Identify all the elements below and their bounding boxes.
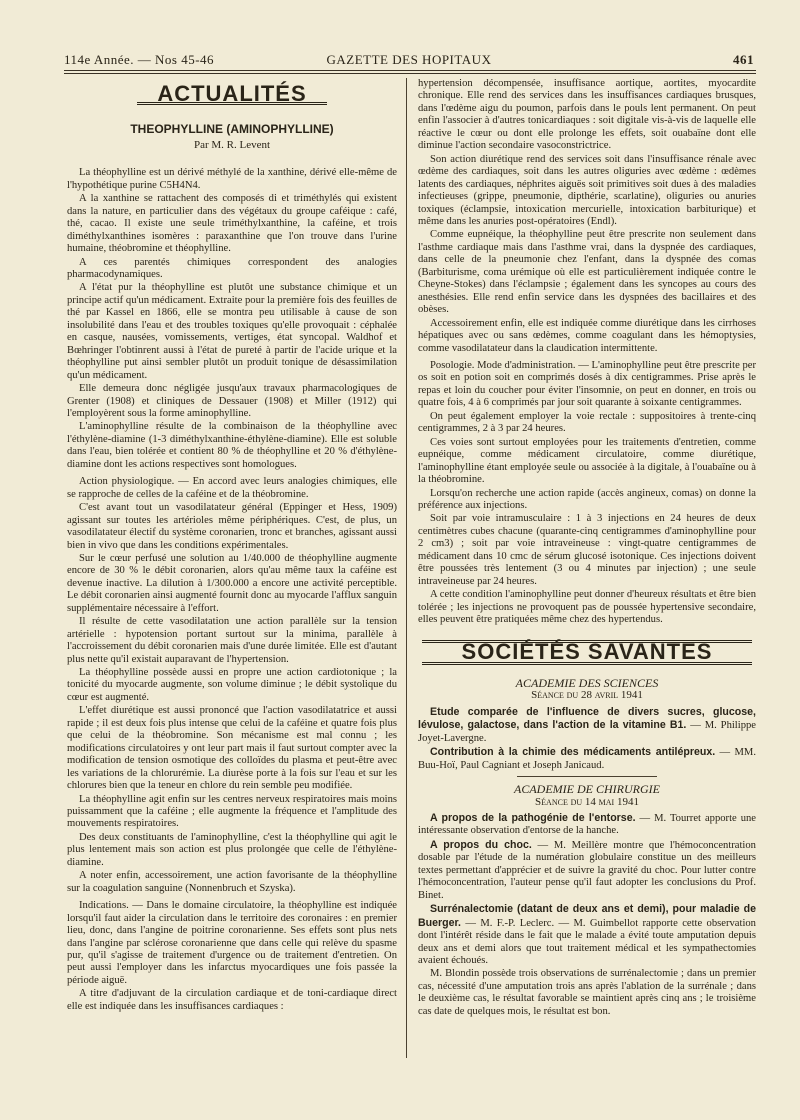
left-column — [67, 82, 397, 1014]
paragraph: A cette condition l'aminophylline peut donner d'heureux résultats et être bien tolérée ; les injections ne provoquent pas de poussée hypertensive secondaire, elles peuvent être pratiquées même chez des hypertendus. — [418, 589, 756, 626]
issue-label: 114e Année. — Nos 45-46 — [64, 52, 215, 67]
right-column — [418, 78, 756, 1019]
paragraph: C'est avant tout un vasodilatateur général (Eppinger et Hess, 1909) agissant sur toutes les artérioles même périphériques. C'est, de plus, un vasodilatateur électif du système coronarien, tronc et branches, agissant aussi bien in vivo que dans les conditions expérimentales. — [67, 502, 397, 551]
paragraph: L'effet diurétique est aussi prononcé que l'action vasodilatatrice et aussi rapide ; il est deux fois plus intense que celui de la caféine et quatre fois plus que celui de la théobromine. Son mécanisme est mal connu ; les modifications circulatoires y ont leur part mais il faut surtout compter avec la modification de tension osmotique des colloïdes du plasma et peut-être avec les variations de la chlorurémie. La diurèse porte à la fois sur l'eau et sur les chlorures bien que la teneur en chlore du rein semble peu modifiée. — [67, 705, 397, 792]
communication-title: Etude comparée de l'influence de divers sucres, glucose, lévulose, galactose, dans l'action de la vitamine B1. — [418, 705, 756, 732]
paragraph: Accessoirement enfin, elle est indiquée comme diurétique dans les cirrhoses hépatiques avec ou sans œdèmes, comme coagulant dans les hémoptysies, comme vasodilatateur dans la claudication intermittente. — [418, 317, 756, 354]
separator — [517, 776, 657, 777]
communication-title: A propos de la pathogénie de l'entorse. — [430, 812, 636, 825]
article-author: Par M. R. Levent — [193, 138, 271, 151]
communication — [418, 746, 756, 772]
journal-title: GAZETTE DES HOPITAUX — [326, 52, 492, 67]
paragraph: Indications. — Dans le domaine circulatoire, la théophylline est indiquée lorsqu'il faut aider la circulation dans le territoire des coronaires : en premier lieu, donc, dans l'angine de poitrine coronarienne. Ses effets sont plus nets dans l'angine par sclérose coronarienne que dans celle qui relève du spasme pur, qu'il s'agisse de traitement d'urgence ou de traitement d'entretien. On peut aussi l'employer dans les infarctus myocardiques une fois passée la période aiguë. — [67, 900, 397, 986]
paragraph: Des deux constituants de l'aminophylline, c'est la théophylline qui agit le plus lentement mais son action est plus prolongée que celle de l'éthylène-diamine. — [67, 831, 397, 868]
paragraph: A titre d'adjuvant de la circulation cardiaque et de toni-cardiaque direct elle est indiquée dans les insuffisances cardiaques : — [67, 988, 397, 1012]
article-title: THEOPHYLLINE (AMINOPHYLLINE) — [130, 122, 334, 137]
header-rule-2 — [64, 73, 756, 74]
paragraph: Action physiologique. — En accord avec leurs analogies chimiques, elle se rapproche de celles de la caféine et de la théobromine. — [67, 476, 397, 500]
communication-text: — M. F.-P. Leclerc. — M. Guimbellot rapporte cette observation dont l'intérêt réside dans le fait que le malade a évité toute amputation depuis deux ans et demi alors que tout traitement médical et les sympathectomies avaient échoués. — [418, 917, 756, 966]
paragraph: La théophylline est un dérivé méthylé de la xanthine, dérivé elle-même de l'hypothétique purine C5H4N4. — [67, 167, 397, 191]
paragraph: A la xanthine se rattachent des composés di et triméthylés qui existent dans la nature, en particulier dans des végétaux du groupe caféique : café, thé, cacao. Il existe une seule triméthylxanthine, la caféine, et trois diméthylxanthines isomères : paraxanthine que l'on trouve dans l'urine humaine, théobromine et théophylline. — [67, 193, 397, 255]
communication-text: — M. Tourret apporte une intéressante observation d'entorse de la hanche. — [418, 813, 756, 837]
paragraph: A l'état pur la théophylline est plutôt une substance chimique et un principe actif qu'un médicament. Extraite pour la première fois des feuilles de thé par Kassel en 1866, elle se montra peu utilisable à cause de son insolubilité dans l'eau et des troubles toxiques qu'elle provoquait : céphalée en casque, nausées, vomissements, vertiges, état syncopal. Waldhof et Bœhringer l'obtinrent aussi à l'état de pureté à partir de l'acide urique et la théophylline put ainsi sembler plutôt un produit tonique de désassimilation qu'un médicament. — [67, 282, 397, 381]
paragraph: Sur le cœur perfusé une solution au 1/40.000 de théophylline augmente encore de 30 % le débit coronarien, alors qu'au même taux la caféine est devenue inactive. La dilution à 1/300.000 a encore une activité perceptible. Le débit coronarien ainsi augmenté fournit donc au myocarde l'afflux sanguin supplémentaire nécessaire à l'effort. — [67, 552, 397, 614]
communication — [418, 812, 756, 838]
paragraph: L'aminophylline résulte de la combinaison de la théophylline avec l'éthylène-diamine (1-3 diméthylxanthine-éthylène-diamine). Elle est soluble dans l'eau, bien tolérée et contient 80 % de théophylline et 20 % d'éthylène-diamine dont les actions respectives sont homologues. — [67, 421, 397, 470]
communication-title: A propos du choc. — [430, 838, 532, 851]
communication-title: Contribution à la chimie des médicaments antilépreux. — [430, 746, 716, 759]
communication-title: Surrénalectomie (datant de deux ans et demi), pour maladie de Buerger. — [418, 903, 756, 929]
communication-text: — M. Meillère montre que l'hémoconcentration dosable par l'étude de la numération globulaire constitue un des meilleurs textes permettant d'apprécier et de suivre la gravité du choc. Pour lutter contre l'hémoconcentration, l'auteur pense qu'il faut adopter les conclusions du Prof. Binet. — [418, 839, 756, 901]
paragraph: A noter enfin, accessoirement, une action favorisante de la théophylline sur la coagulation sanguine (Nonnenbruch et Szyska). — [67, 870, 397, 894]
section-heading-actualites: ACTUALITÉS — [137, 82, 327, 105]
session-date: Séance du 14 mai 1941 — [535, 795, 639, 808]
paragraph: Soit par voie intramusculaire : 1 à 3 injections en 24 heures de deux centimètres cubes chacune (quarante-cinq centigrammes d'aminophylline pour 2 cm3) ; soit par voie intraveineuse : vingt-quatre centigrammes de médicament dans 10 cmc de sérum glucosé isotonique. Ces injections doivent être poussées très lentement (3 ou 4 minutes par injection) ; une seule intraveineuse par 24 heures. — [418, 513, 756, 587]
paragraph: hypertension décompensée, insuffisance aortique, aortites, myocardite chronique. Elle rend des services dans les insuffisances cardiaques brusques, dans l'œdème aigu du poumon, parfois dans le pouls lent permanent. On peut enfin l'associer à d'autres tonicardiaques : soit digitale vis-à-vis de laquelle elle réactive le cœur ou dont elle prolonge les effets, soit ouabaïne dont elle diminue l'action secondaire vasoconstrictrice. — [418, 78, 756, 152]
communication — [418, 839, 756, 902]
paragraph: Comme eupnéique, la théophylline peut être prescrite non seulement dans l'asthme cardiaque mais dans l'asthme vrai, dans la dyspnée des cardiaques, dans celle de la pneumonie chez l'enfant, dans la dyspnée des comas (Barbiturisme, coma urémique où elle est particulièrement indiquée contre le Cheyne-Stokes) dans l'éclampsie ; également dans les syncopes au cours des anesthésies. Elle rend enfin service dans les dyspnées des bacillaires et des obèses. — [418, 229, 756, 316]
paragraph: On peut également employer la voie rectale : suppositoires à trente-cinq centigrammes, 2 à 3 par 24 heures. — [418, 410, 756, 435]
communication — [418, 903, 756, 967]
paragraph: Lorsqu'on recherche une action rapide (accès angineux, comas) on donne la préférence aux injections. — [418, 487, 756, 511]
header-rule — [64, 70, 756, 71]
paragraph: La théophylline agit enfin sur les centres nerveux respiratoires mais moins puissamment que la caféine ; elle augmente la fréquence et l'amplitude des mouvements respiratoires. — [67, 793, 397, 830]
column-divider — [406, 78, 407, 1058]
academy-heading: ACADEMIE DES SCIENCES — [515, 675, 659, 690]
paragraph: A ces parentés chimiques correspondent des analogies pharmacodynamiques. — [67, 256, 397, 280]
section-heading-societes: SOCIÉTÉS SAVANTES — [422, 640, 752, 664]
paragraph: La théophylline possède aussi en propre une action cardiotonique ; la tonicité du myocarde augmente, son volume diminue ; le débit systolique du cœur est augmenté. — [67, 667, 397, 703]
paragraph: Ces voies sont surtout employées pour les traitements d'entretien, comme eupnéique, comme médicament circulatoire, comme diurétique, l'aminophylline étant employée seule ou associée à la digitale, à l'ouabaïne ou à la théobromine. — [418, 436, 756, 486]
paragraph: Il résulte de cette vasodilatation une action parallèle sur la tension artérielle : hypotension portant surtout sur la minima, parallèle à l'accroissement du débit coronarien mais d'une durée limitée. Elle est d'autant plus nette qu'il existait auparavant de l'hypertension. — [67, 616, 397, 665]
communication — [418, 706, 756, 745]
communication-authors: — MM. Buu-Hoï, Paul Cagniant et Joseph Janicaud. — [418, 747, 756, 771]
paragraph: Elle demeura donc négligée jusqu'aux travaux pharmacologiques de Grenter (1908) et cliniques de Dessauer (1908) et Miller (1912) qui l'employèrent sous la forme aminophylline. — [67, 383, 397, 419]
page-number: 461 — [733, 52, 754, 67]
paragraph: Son action diurétique rend des services soit dans l'insuffisance rénale avec œdème des cardiaques, soit dans les autres oliguries avec œdème : œdèmes latents des cardiaques, néphrites aiguës soit primitives soit dues à des maladies infectieuses (grippe, pneumonie, dipthérie, scarlatine), oliguries ou anuries toxiques (éclampsie, intoxication mercurielle, intoxication barbiturique) et même dans les anuries post-opératoires (Endl). — [418, 153, 756, 227]
session-date: Séance du 28 avril 1941 — [531, 689, 643, 702]
paragraph: M. Blondin possède trois observations de surrénalectomie ; dans un premier cas, nécessité d'une amputation trois ans après l'ablation de la surrénale ; dans le deuxième cas, le résultat favorable se maintient après cinq ans ; le troisième cas date de quelques mois, le résultat est bon. — [418, 968, 756, 1017]
academy-heading: ACADEMIE DE CHIRURGIE — [514, 782, 660, 797]
paragraph: Posologie. Mode d'administration. — L'aminophylline peut être prescrite per os soit en potion soit en comprimés dosés à dix centigrammes. Prise après le repas et loin du coucher pour éviter l'insomnie, on peut en donner, en trois ou quatre fois, 4 à 6 comprimés par jour soit quarante à soixante centigrammes. — [418, 359, 756, 409]
communication-authors: — M. Philippe Joyet-Lavergne. — [418, 720, 756, 744]
